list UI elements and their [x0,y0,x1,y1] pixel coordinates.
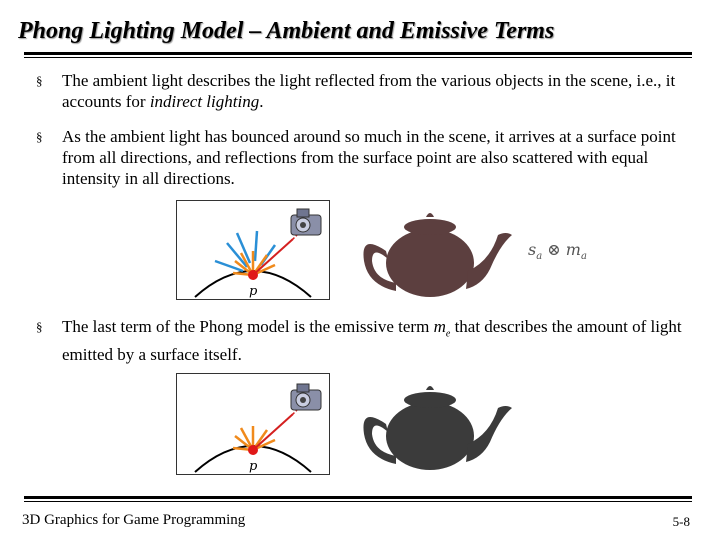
camera-icon [291,384,321,410]
slide-title: Phong Lighting Model – Ambient and Emissive Terms [18,18,555,44]
ambient-diagram [176,200,330,300]
reflected-ray [253,414,293,450]
teapot-silhouette [363,213,512,297]
ambient-diagram-svg [177,201,329,299]
point-label: p [249,284,258,299]
bullet-marker: § [36,73,43,88]
bullet-text: The last term of the Phong model is the emissive term $m_e$ that describes the amount of light emitted by a surface itself. [62,317,682,365]
teapot-silhouette [363,386,512,470]
course-title: 3D Graphics for Game Programming [22,512,246,528]
ambient-formula: $s_a$ ⊗ $m_a$ [528,240,587,263]
title-divider-thin [24,57,692,58]
footer-divider [24,496,692,499]
bullet-text: The ambient light describes the light reflected from the various objects in the scene, i.e., it accounts for indirect lighting. [62,71,676,111]
title-divider [24,52,692,55]
incoming-light-arrows [215,231,275,271]
footer-divider-thin [24,501,692,502]
emissive-diagram-svg [177,374,329,474]
bullet-text: As the ambient light has bounced around so much in the scene, it arrives at a surface point from all directions, and reflections from the surface point are also scattered with equal intensity in all directions. [62,127,676,188]
emissive-symbol: $m_e$ [433,317,451,340]
point-label: p [249,459,258,474]
ambient-teapot-image [350,205,520,305]
bullet-marker: § [36,129,43,144]
surface-point [248,270,258,280]
emissive-teapot-image [350,378,520,478]
surface-point [248,445,258,455]
reflected-ray [253,239,293,275]
slide-number: 5-8 [672,514,690,529]
camera-icon [291,209,321,235]
indirect-lighting-term: indirect lighting [149,92,260,111]
bullet-marker: § [36,319,43,334]
emissive-diagram [176,373,330,475]
